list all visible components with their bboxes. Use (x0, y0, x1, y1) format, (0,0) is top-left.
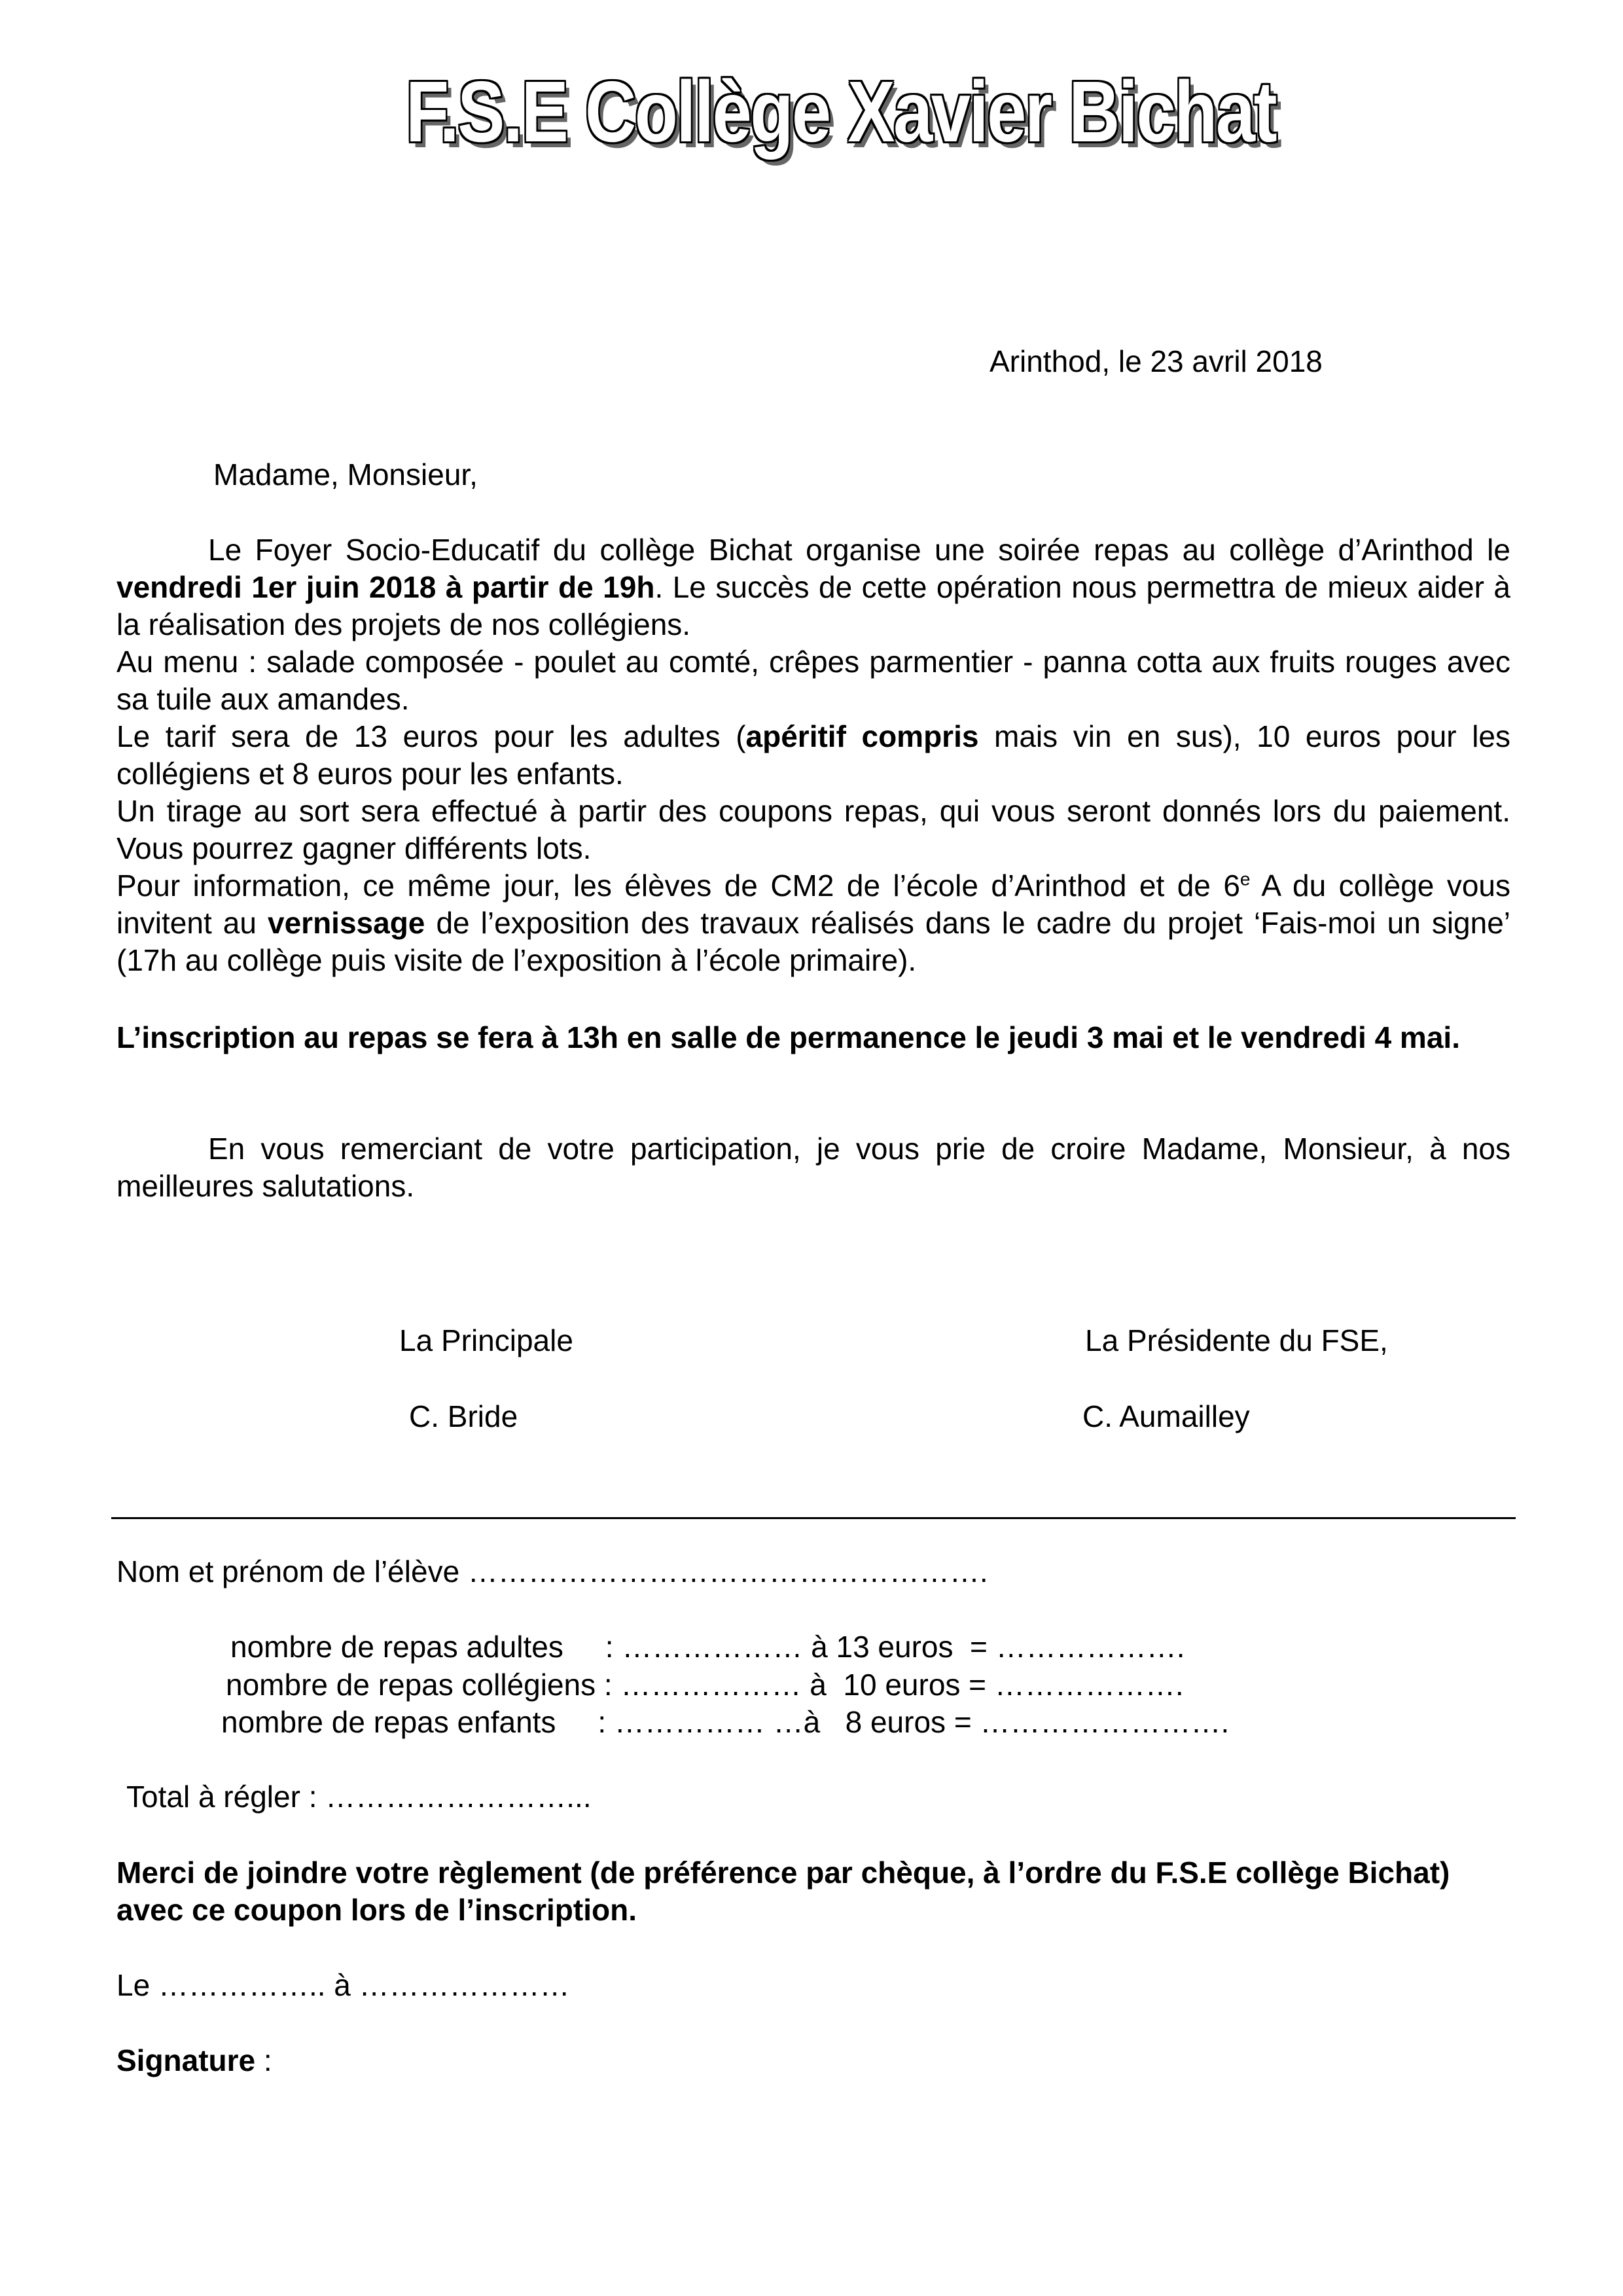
letter-body (116, 531, 1510, 979)
coupon-college-line: nombre de repas collégiens : ……………… à 10 euros = ………………. (226, 1668, 1184, 1702)
vernissage-bold: vernissage (268, 906, 425, 940)
information-paragraph (116, 867, 1510, 979)
date-line: Arinthod, le 23 avril 2018 (990, 344, 1323, 378)
tarif-bold: apéritif compris (745, 719, 979, 753)
information-text-3: de l’exposition des travaux réalisés dans le cadre du projet ‘Fais-moi un signe’ (17h au collège puis visite de l’exposition à l’école primaire). (116, 906, 1511, 977)
signature-right-title: La Présidente du FSE, (1085, 1323, 1388, 1357)
cut-line-divider (111, 1517, 1516, 1519)
inscription-paragraph: L’inscription au repas se fera à 13h en salle de permanence le jeudi 3 mai et le vendredi 4 mai. (116, 1020, 1460, 1054)
coupon-signature-line (116, 2042, 272, 2079)
signature-right-name: C. Aumailley (1082, 1399, 1250, 1433)
information-sup: e (1240, 869, 1251, 889)
coupon-adults-line: nombre de repas adultes : ……………… à 13 euros = ………………. (230, 1630, 1185, 1664)
coupon-name-line: Nom et prénom de l’élève ……………………………………………. (116, 1554, 988, 1588)
information-text-2: A du collège vous invitent au (116, 869, 1510, 940)
signature-label: Signature (116, 2043, 256, 2077)
greeting: Madame, Monsieur, (213, 457, 478, 492)
paragraph-event-text-2: . Le succès de cette opération nous permettra de mieux aider à la réalisation des projets de nos collégiens. (116, 570, 1510, 641)
paragraph-event-text: Le Foyer Socio-Educatif du collège Bichat organise une soirée repas au collège d’Arinthod le (208, 533, 1510, 567)
coupon-total-line: Total à régler : ……………………... (126, 1780, 592, 1814)
coupon-children-line: nombre de repas enfants : …………… …à 8 euros = ……………………. (221, 1705, 1230, 1739)
signature-left-name: C. Bride (409, 1399, 518, 1433)
paragraph-event (116, 531, 1510, 643)
coupon-le-line: Le …………….. à ………………… (116, 1968, 570, 2002)
signature-left-title: La Principale (399, 1323, 573, 1357)
menu-line: Au menu : salade composée - poulet au comté, crêpes parmentier - panna cotta aux fruits rouges avec sa tuile aux amandes. (116, 645, 1510, 716)
event-date-bold: vendredi 1er juin 2018 à partir de 19h (116, 570, 655, 604)
tarif-paragraph (116, 718, 1510, 793)
closing-paragraph: En vous remerciant de votre participation, je vous prie de croire Madame, Monsieur, à nos meilleures salutations. (116, 1132, 1510, 1203)
information-text: Pour information, ce même jour, les élèves de CM2 de l’école d’Arinthod et de 6 (116, 869, 1240, 903)
signature-colon: : (255, 2043, 272, 2077)
tirage-paragraph: Un tirage au sort sera effectué à partir des coupons repas, qui vous seront donnés lors du paiement. Vous pourrez gagner différents lots. (116, 794, 1510, 865)
tarif-text-2: mais vin en sus), 10 euros pour les collégiens et 8 euros pour les enfants. (116, 719, 1510, 791)
document-title: F.S.E Collège Xavier Bichat (406, 63, 1276, 160)
tarif-text: Le tarif sera de 13 euros pour les adultes ( (116, 719, 746, 753)
coupon-merci-paragraph: Merci de joindre votre règlement (de préférence par chèque, à l’ordre du F.S.E collège Bichat) avec ce coupon lors de l’inscription. (116, 1856, 1450, 1927)
